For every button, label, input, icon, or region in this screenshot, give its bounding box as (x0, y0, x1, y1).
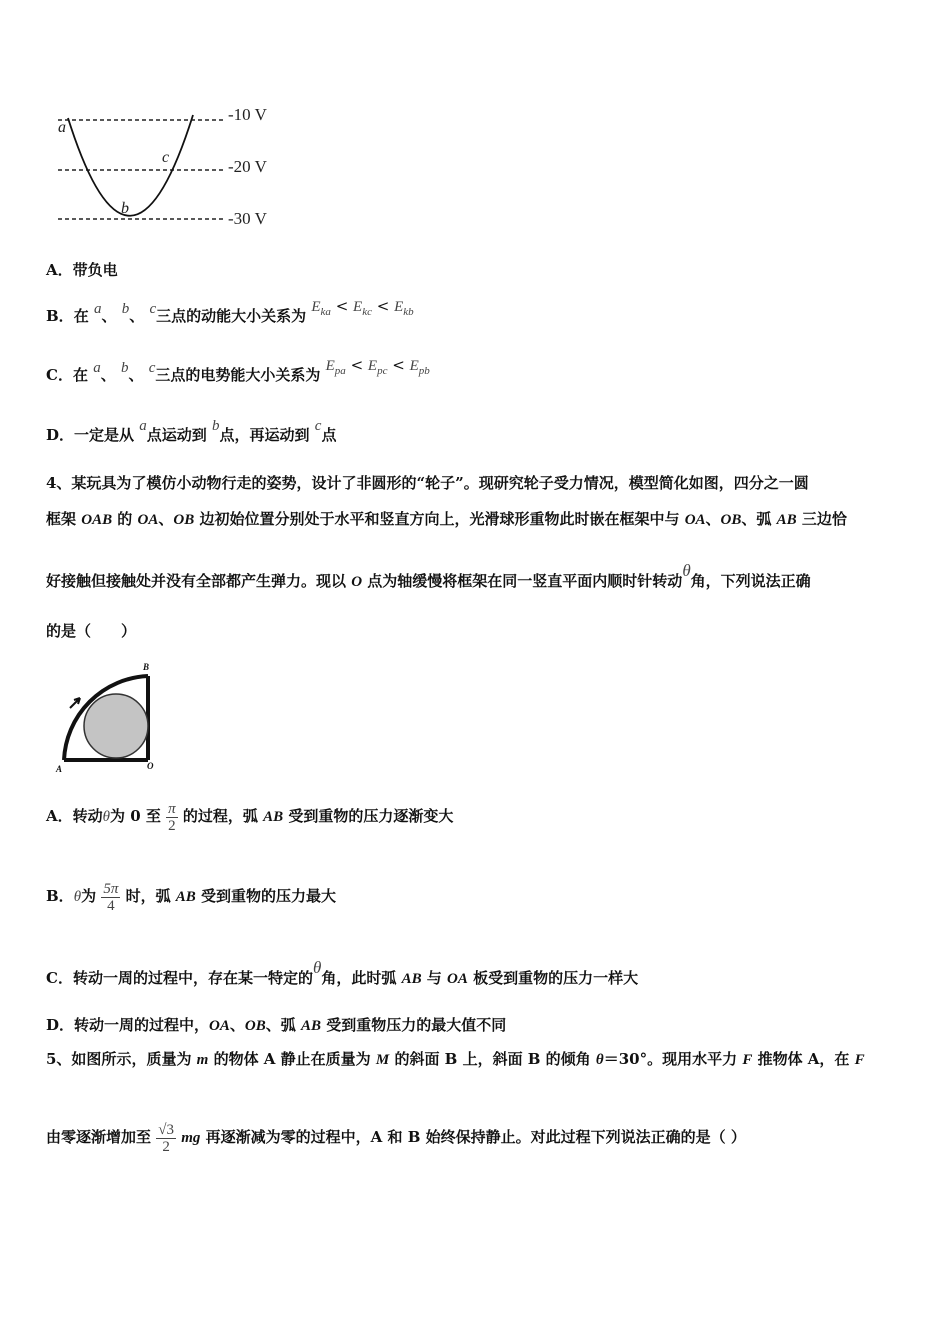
text: 点为轴缓慢将框架在同一竖直平面内顺时针转动 (362, 572, 683, 590)
trajectory-curve (68, 115, 193, 216)
equipotential-lines (58, 120, 226, 219)
fraction-denominator: 4 (107, 897, 115, 914)
option-d-text-4: 点 (321, 426, 337, 444)
voltage-label-10: -10 V (228, 105, 267, 124)
option-d-text-2: 点运动到 (146, 426, 207, 444)
var-OA: OA (684, 512, 706, 528)
q4-stem-line-4: 的是（ ） (46, 622, 137, 640)
var-mg: mg (181, 1130, 201, 1146)
option-c-label: C． (46, 366, 73, 384)
text: 的斜面 B 上，斜面 B 的倾角 (389, 1050, 596, 1068)
text: 边初始位置分别处于水平和竖直方向上，光滑球形重物此时嵌在框架中与 (194, 510, 685, 528)
sub-ka: ka (320, 306, 331, 318)
option-d-label: D． (46, 1016, 75, 1034)
text: 板受到重物的压力一样大 (467, 969, 639, 987)
text: 好接触但接触处并没有全部都产生弹力。现以 (46, 572, 352, 590)
text: 的物体 A 静止在质量为 (208, 1050, 376, 1068)
var-c: c (149, 301, 157, 317)
option-b-label: B． (46, 887, 74, 905)
q4-option-d (46, 1015, 506, 1036)
text: 、弧 (265, 1016, 301, 1034)
E-symbol: E (325, 358, 335, 374)
text: 受到重物的压力最大 (195, 887, 337, 905)
theta-symbol: θ (595, 1052, 604, 1068)
var-OB: OB (173, 512, 195, 528)
text: 的过程，弧 (182, 807, 264, 825)
E-symbol: E (311, 299, 321, 315)
var-F: F (742, 1052, 753, 1068)
text: 再逐渐减为零的过程中，A 和 B 始终保持静止。对此过程下列说法正确的是（ ） (200, 1128, 746, 1146)
option-c-label: C． (46, 969, 73, 987)
q3-option-a (46, 260, 118, 280)
point-label-b: b (121, 200, 129, 217)
var-F: F (854, 1052, 865, 1068)
q4-option-b (46, 875, 336, 918)
text: 转动一周的过程中， (74, 1016, 210, 1034)
fraction-denominator: 2 (168, 817, 176, 834)
text: 推物体 A，在 (752, 1050, 855, 1068)
E-symbol: E (394, 299, 404, 315)
lt-symbol: < (371, 297, 395, 315)
fraction-numerator: 5π (103, 880, 119, 897)
q4-option-a (46, 795, 453, 838)
q5-stem-line-2 (46, 1115, 746, 1160)
text: 角，此时弧 (321, 969, 402, 987)
text: 与 (421, 969, 448, 987)
var-AB: AB (263, 809, 284, 825)
var-a: a (139, 418, 147, 434)
text: 转动 (72, 807, 103, 825)
theta-symbol: θ (102, 809, 111, 825)
sep: 、 (128, 366, 144, 384)
sub-kc: kc (362, 306, 372, 318)
text: 转动一周的过程中，存在某一特定的 (72, 969, 313, 987)
fraction-denominator: 2 (162, 1138, 170, 1155)
var-a: a (93, 301, 102, 317)
frame-label-A: A (56, 764, 63, 774)
option-c-text-2: 三点的电势能大小关系为 (155, 366, 321, 384)
option-a-text: 带负电 (72, 261, 118, 279)
option-b-text-2: 三点的动能大小关系为 (156, 307, 307, 325)
point-label-c: c (162, 149, 170, 166)
voltage-label-20: -20 V (228, 157, 267, 176)
q3-option-d (46, 418, 337, 446)
fraction-pi-over-2 (166, 801, 178, 834)
text: 为 0 至 (110, 807, 161, 825)
text: 、弧 (741, 510, 777, 528)
var-AB: AB (175, 889, 196, 905)
sub-pc: pc (377, 365, 388, 377)
text: 三边恰 (796, 510, 847, 528)
var-AB: AB (300, 1018, 321, 1034)
var-AB: AB (401, 971, 422, 987)
fraction-5pi-over-4 (101, 881, 120, 914)
text: 5、如图所示，质量为 (46, 1050, 197, 1068)
var-b: b (121, 301, 130, 317)
q4-option-c (46, 958, 639, 989)
sub-pb: pb (418, 365, 430, 377)
var-OA: OA (209, 1018, 230, 1034)
E-symbol: E (353, 299, 363, 315)
ball (84, 694, 148, 758)
text: 为 (81, 887, 97, 905)
option-a-label: A． (46, 807, 73, 825)
var-OAB: OAB (81, 512, 113, 528)
q5-stem-line-1 (46, 1049, 865, 1070)
point-label-a: a (58, 119, 66, 136)
option-c-text: 在 (72, 366, 88, 384)
text: 框架 (46, 510, 82, 528)
text: 、 (229, 1016, 245, 1034)
option-d-text: 一定是从 (74, 426, 135, 444)
lt-symbol: < (345, 356, 368, 374)
lt-symbol: < (387, 356, 410, 374)
E-symbol: E (409, 358, 419, 374)
option-a-label: A． (46, 261, 73, 279)
E-symbol: E (367, 358, 378, 374)
frame-label-B: B (143, 662, 150, 672)
var-M: M (375, 1052, 390, 1068)
lt-symbol: < (330, 297, 354, 315)
theta-symbol: θ (682, 561, 691, 580)
frame-label-O: O (147, 761, 154, 771)
potential-energy-inequality (325, 356, 430, 377)
text: 受到重物压力的最大值不同 (320, 1016, 507, 1034)
q3-option-c (46, 356, 430, 387)
sep: 、 (101, 307, 117, 325)
var-OA: OA (137, 512, 159, 528)
q4-stem-line-3 (46, 561, 811, 592)
text: 角，下列说法正确 (690, 572, 811, 590)
q4-stem-line-1: 4、某玩具为了模仿小动物行走的姿势，设计了非圆形的“轮子”。现研究轮子受力情况，模型简化如图，四分之一圆 (46, 474, 809, 492)
text: 、 (705, 510, 721, 528)
sub-pa: pa (334, 365, 346, 377)
theta-symbol: θ (73, 889, 82, 905)
var-OB: OB (720, 512, 742, 528)
var-AB: AB (776, 512, 797, 528)
var-a: a (93, 360, 101, 376)
text: ＝30°。现用水平力 (603, 1050, 743, 1068)
kinetic-energy-inequality (311, 297, 414, 318)
text: 的 (112, 510, 138, 528)
option-d-label: D． (46, 426, 75, 444)
voltage-label-30: -30 V (228, 209, 267, 228)
potential-figure (50, 100, 290, 230)
quarter-circle-figure (50, 658, 170, 778)
sep: 、 (100, 366, 116, 384)
var-b: b (212, 418, 220, 434)
var-OB: OB (244, 1018, 266, 1034)
sub-kb: kb (403, 306, 414, 318)
var-m: m (196, 1052, 209, 1068)
q3-option-b (46, 297, 414, 328)
option-d-text-3: 点，再运动到 (219, 426, 310, 444)
fraction-numerator: π (168, 800, 176, 817)
text: 由零逐渐增加至 (46, 1128, 152, 1146)
option-b-label: B． (46, 307, 74, 325)
theta-symbol: θ (312, 958, 322, 977)
sep: 、 (129, 307, 145, 325)
q4-stem-line-2 (46, 509, 847, 530)
option-b-text: 在 (73, 307, 89, 325)
var-c: c (314, 418, 322, 434)
fraction-sqrt3-over-2 (156, 1122, 176, 1155)
text: 受到重物的压力逐渐变大 (283, 807, 454, 825)
rotation-arrow-icon (70, 698, 80, 708)
var-OA: OA (447, 971, 468, 987)
var-b: b (120, 360, 129, 376)
text: 、 (158, 510, 174, 528)
var-O: O (351, 574, 363, 590)
var-c: c (148, 360, 156, 376)
fraction-numerator: √3 (158, 1121, 174, 1138)
text: 时，弧 (125, 887, 176, 905)
